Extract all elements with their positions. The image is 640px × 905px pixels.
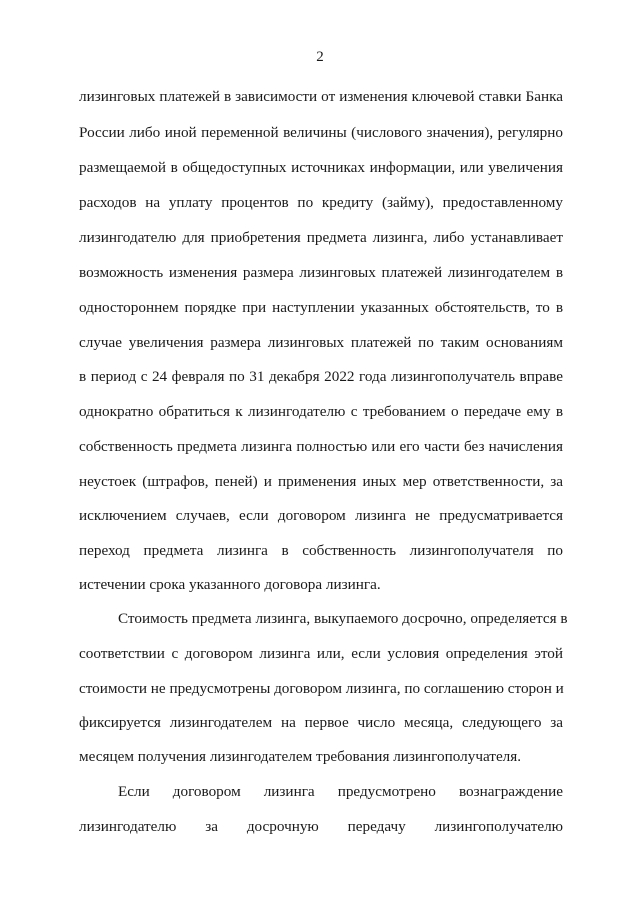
text-line: собственность предмета лизинга полностью или его части без начисления xyxy=(79,438,563,455)
text-line: размещаемой в общедоступных источниках информации, или увеличения xyxy=(79,159,563,176)
text-line: месяцем получения лизингодателем требования лизингополучателя. xyxy=(79,748,522,765)
text-line: лизинговых платежей в зависимости от изменения ключевой ставки Банка xyxy=(79,88,563,105)
text-line: стоимости не предусмотрены договором лизинга, по соглашению сторон и xyxy=(79,680,564,697)
text-line: расходов на уплату процентов по кредиту (займу), предоставленному xyxy=(79,194,563,211)
text-line: Если договором лизинга предусмотрено вознаграждение xyxy=(118,783,563,800)
text-line: России либо иной переменной величины (числового значения), регулярно xyxy=(79,124,563,141)
text-line: лизингодателю за досрочную передачу лизингополучателю xyxy=(79,818,563,835)
text-line: лизингодателю для приобретения предмета лизинга, либо устанавливает xyxy=(79,229,563,246)
text-line: истечении срока указанного договора лизинга. xyxy=(79,576,381,593)
text-line: случае увеличения размера лизинговых платежей по таким основаниям xyxy=(79,334,563,351)
text-line: в период с 24 февраля по 31 декабря 2022 года лизингополучатель вправе xyxy=(79,368,563,385)
text-line: неустоек (штрафов, пеней) и применения иных мер ответственности, за xyxy=(79,473,563,490)
text-line: возможность изменения размера лизинговых платежей лизингодателем в xyxy=(79,264,563,281)
text-line: исключением случаев, если договором лизинга не предусматривается xyxy=(79,507,563,524)
text-line: фиксируется лизингодателем на первое число месяца, следующего за xyxy=(79,714,563,731)
text-line: одностороннем порядке при наступлении указанных обстоятельств, то в xyxy=(79,299,563,316)
page-number: 2 xyxy=(316,49,324,65)
text-line: переход предмета лизинга в собственность лизингополучателя по xyxy=(79,542,563,559)
text-line: Стоимость предмета лизинга, выкупаемого досрочно, определяется в xyxy=(118,610,568,627)
text-line: соответствии с договором лизинга или, если условия определения этой xyxy=(79,645,563,662)
text-line: однократно обратиться к лизингодателю с требованием о передаче ему в xyxy=(79,403,563,420)
